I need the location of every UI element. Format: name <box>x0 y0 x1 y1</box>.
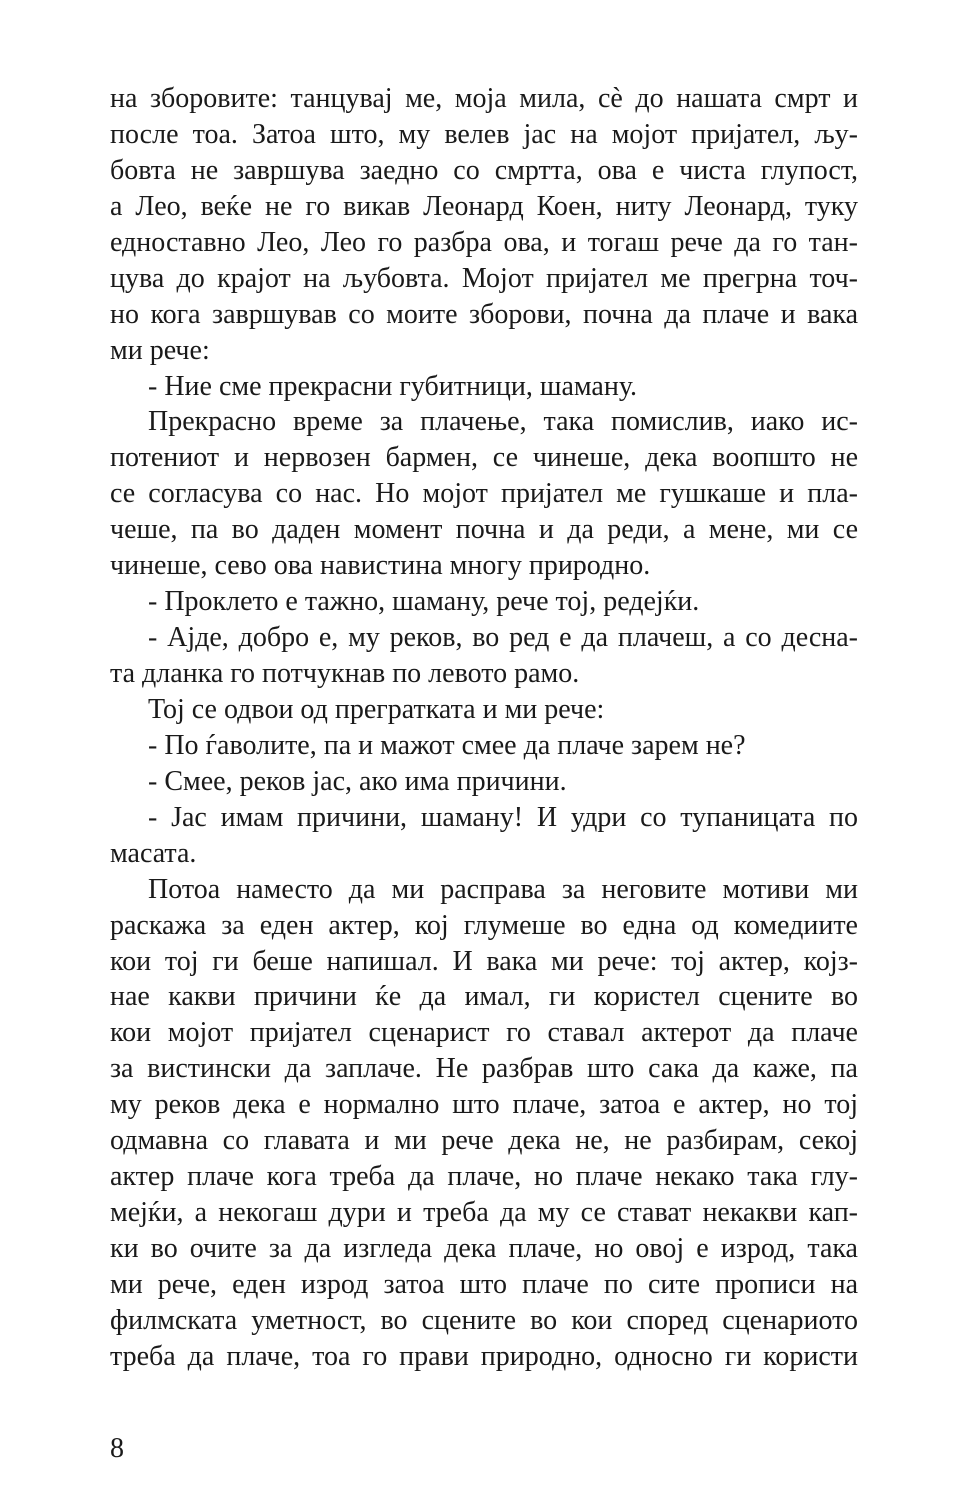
dialogue-line: - Смее, реков јас, ако има причини. <box>148 765 567 797</box>
text-line: на зборовите: танцувај ме, моја мила, сѐ до нашата смрт и <box>110 83 858 114</box>
dialogue-line: - Проклето е тажно, шаману, рече тој, редејќи. <box>148 586 700 618</box>
text-line: му реков дека е нормално што плаче, затоа е актер, но тој <box>110 1089 858 1121</box>
text-line: кои мојот пријател сценарист го ставал актерот да плаче <box>110 1017 858 1049</box>
text-line: та дланка го потчукнав по левото рамо. <box>110 658 580 689</box>
text-line: за вистински да заплаче. Не разбрав што сака да каже, па <box>110 1053 858 1085</box>
text-line: раскажа за еден актер, кој глумеше во една од комедиите <box>110 909 858 941</box>
text-line: едноставно Лео, Лео го разбра ова, и тогаш рече да го тан- <box>110 226 858 258</box>
text-line: Прекрасно време за плачење, така помислив, иако ис- <box>148 406 858 438</box>
dialogue-line: - По ѓаволите, па и мажот смее да плаче зарем не? <box>148 729 746 761</box>
text-line: бовта не завршува заедно со смртта, ова е чиста глупост, <box>110 154 858 186</box>
page-number: 8 <box>110 1433 124 1464</box>
text-line: филмската уметност, во сцените во кои според сценариото <box>110 1304 858 1336</box>
text-line: Тој се одвои од прегратката и ми рече: <box>148 693 605 725</box>
text-line: масата. <box>110 837 197 869</box>
dialogue-line: - Ние сме прекрасни губитници, шаману. <box>148 370 638 402</box>
text-line: мејќи, а некогаш дури и треба да му се стават некакви кап- <box>110 1197 858 1229</box>
dialogue-line: - Ајде, добро е, му реков, во ред е да плачеш, а со десна- <box>148 622 858 654</box>
text-line: чинеше, сево ова навистина многу природно. <box>110 550 651 582</box>
text-line: потениот и нервозен бармен, се чинеше, дека воопшто не <box>110 442 858 474</box>
body-text <box>110 81 858 1375</box>
text-line: ми рече: <box>110 334 210 366</box>
text-line: ми рече, еден изрод затоа што плаче по сите прописи на <box>110 1268 858 1300</box>
text-line: ки во очите за да изгледа дека плаче, но овој е изрод, така <box>110 1233 858 1264</box>
text-line: нае какви причини ќе да имал, ги користел сцените во <box>110 981 858 1013</box>
text-line: цува до крајот на љубовта. Мојот пријател ме прегрна точ- <box>110 262 858 294</box>
dialogue-line: - Јас имам причини, шаману! И удри со тупаницата по <box>148 801 858 833</box>
text-line: актер плаче кога треба да плаче, но плаче некако така глу- <box>110 1161 858 1193</box>
text-line: после тоа. Затоа што, му велев јас на мојот пријател, љу- <box>110 118 858 150</box>
text-line: а Лео, веќе не го викав Леонард Коен, ниту Леонард, туку <box>110 190 858 222</box>
text-line: кои тој ги беше напишал. И вака ми рече: тој актер, којз- <box>110 945 858 977</box>
text-line: но кога завршував со моите зборови, почна да плаче и вака <box>110 298 858 330</box>
text-line: одмавна со главата и ми рече дека не, не разбирам, секој <box>110 1125 858 1157</box>
text-line: треба да плаче, тоа го прави природно, односно ги користи <box>110 1340 858 1372</box>
text-line: чеше, па во даден момент почна и да реди, а мене, ми се <box>110 514 858 546</box>
text-line: Потоа наместо да ми расправа за неговите мотиви ми <box>148 873 858 905</box>
text-line: се согласува со нас. Но мојот пријател ме гушкаше и пла- <box>110 478 858 510</box>
